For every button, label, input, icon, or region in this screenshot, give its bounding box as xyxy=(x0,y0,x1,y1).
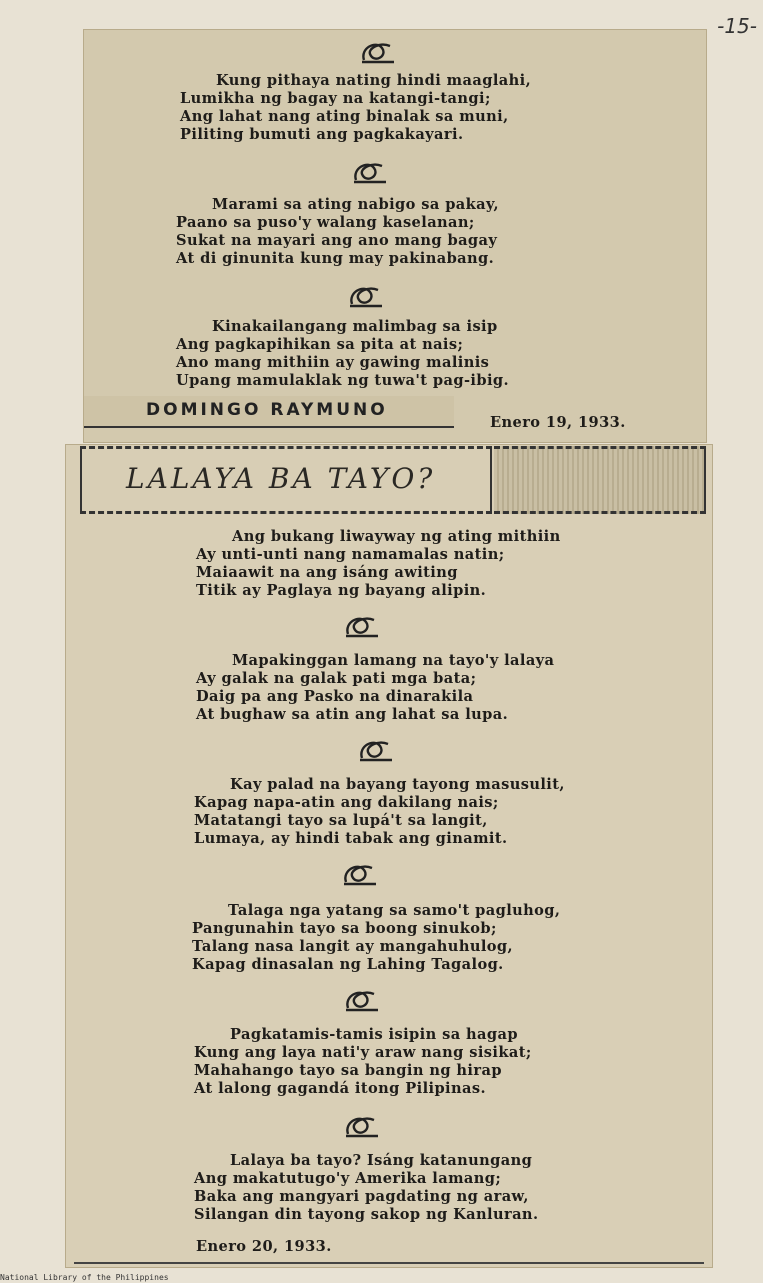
scroll-ornament-icon xyxy=(358,38,398,68)
scroll-ornament-icon xyxy=(342,986,382,1016)
poem1-stanza-1: Kung pithaya nating hindi maaglahi, Lumikha ng bagay na katangi-tangi; Ang lahat nang ating binalak sa muni, Piliting bumuti ang pagkakayari. xyxy=(180,72,532,143)
page-number: -15- xyxy=(717,14,757,38)
footer-credit: National Library of the Philippines xyxy=(0,1273,169,1282)
scroll-ornament-icon xyxy=(350,158,390,188)
scroll-ornament-icon xyxy=(356,736,396,766)
poem1-stanza-3: Kinakailangang malimbag sa isip Ang pagkapihikan sa pita at nais; Ano mang mithiin ay gawing malinis Upang mamulaklak ng tuwa't pag-ibig. xyxy=(176,318,509,389)
poem2-stanza-2: Mapakinggan lamang na tayo'y lalaya Ay galak na galak pati mga bata; Daig pa ang Pasko na dinarakila At bughaw sa atin ang lahat sa lupa. xyxy=(196,652,555,723)
poem2-date: Enero 20, 1933. xyxy=(196,1238,332,1255)
title-decoration xyxy=(494,446,706,514)
poem-title: LALAYA BA TAYO? xyxy=(126,462,436,495)
scroll-ornament-icon xyxy=(340,860,380,890)
bottom-rule xyxy=(74,1262,704,1264)
scroll-ornament-icon xyxy=(342,1112,382,1142)
scroll-ornament-icon xyxy=(342,612,382,642)
poem2-stanza-3: Kay palad na bayang tayong masusulit, Kapag napa-atin ang dakilang nais; Matatangi tayo sa lupá't sa langit, Lumaya, ay hindi tabak ang ginamit. xyxy=(194,776,565,847)
poem1-date: Enero 19, 1933. xyxy=(490,414,626,431)
poem2-stanza-4: Talaga nga yatang sa samo't pagluhog, Pangunahin tayo sa boong sinukob; Talang nasa langit ay mangahuhulog, Kapag dinasalan ng Lahing Tagalog. xyxy=(192,902,561,973)
poem2-stanza-1: Ang bukang liwayway ng ating mithiin Ay unti-unti nang namamalas natin; Maiaawit na ang isáng awiting Titik ay Paglaya ng bayang alipin. xyxy=(196,528,561,599)
poem1-stanza-2: Marami sa ating nabigo sa pakay, Paano sa puso'y walang kaselanan; Sukat na mayari ang ano mang bagay At di ginunita kung may pakinabang. xyxy=(176,196,499,267)
author-name: DOMINGO RAYMUNO xyxy=(146,400,388,420)
poem2-stanza-5: Pagkatamis-tamis isipin sa hagap Kung ang laya nati'y araw nang sisikat; Mahahango tayo sa bangin ng hirap At lalong gagandá itong Pilipinas. xyxy=(194,1026,532,1097)
scroll-ornament-icon xyxy=(346,282,386,312)
poem2-stanza-6: Lalaya ba tayo? Isáng katanungang Ang makatutugo'y Amerika lamang; Baka ang mangyari pagdating ng araw, Silangan din tayong sakop ng Kanluran. xyxy=(194,1152,539,1223)
